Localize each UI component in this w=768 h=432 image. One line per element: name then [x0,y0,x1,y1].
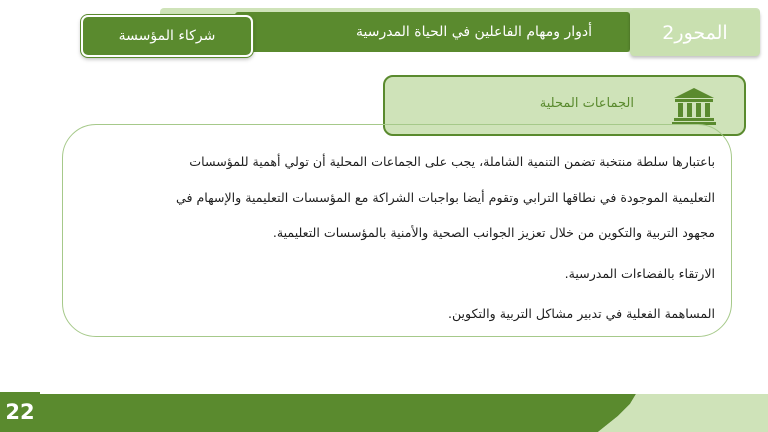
content-line: الارتقاء بالفضاءات المدرسية. [564,266,715,281]
axis-label: المحور2 [662,22,728,44]
content-line: التعليمية الموجودة في نطاقها الترابي وتقوم أيضا بواجبات الشراكة مع المؤسسات التعليمية والإسهام في [175,190,715,205]
content-line: باعتبارها سلطة منتخبة تضمن التنمية الشاملة، يجب على الجماعات المحلية أن تولي أهمية للمؤسسات [189,154,715,169]
page-title: أدوار ومهام الفاعلين في الحياة المدرسية [355,24,592,40]
axis-tab[interactable] [630,10,760,56]
page-title-band [235,12,630,52]
content-line: مجهود التربية والتكوين من خلال تعزيز الجوانب الصحية والأمنية بالمؤسسات التعليمية. [272,225,715,240]
content-line: المساهمة الفعلية في تدبير مشاكل التربية والتكوين. [447,306,715,321]
page-number: 22 [5,400,35,424]
partners-button[interactable] [81,15,253,57]
partners-button-label: شركاء المؤسسة [118,28,216,44]
section-label: الجماعات المحلية [539,96,634,111]
page-number-badge [0,392,40,432]
footer-bar [40,394,768,432]
content-panel [62,124,732,337]
institution-icon [672,87,716,125]
